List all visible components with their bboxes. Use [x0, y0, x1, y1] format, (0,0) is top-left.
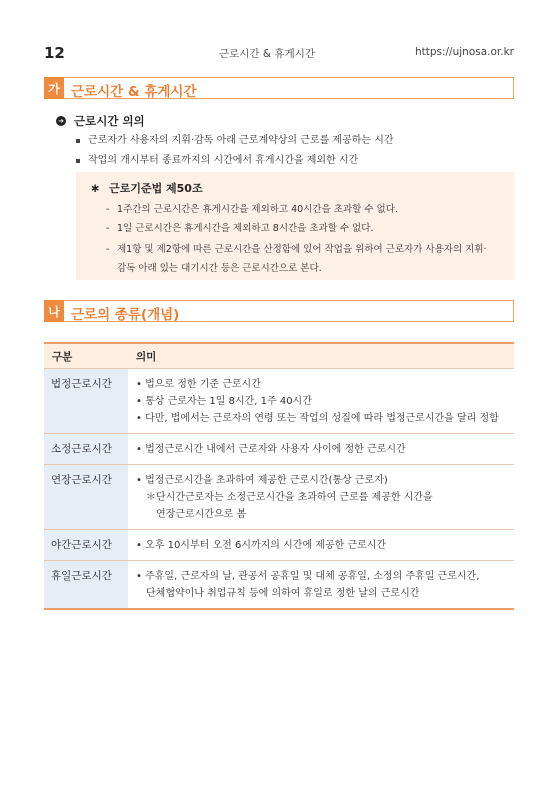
- meaning-cell: • 오후 10시부터 오전 6시까지의 시간에 제공한 근로시간: [128, 530, 514, 561]
- term-cell: 법정근로시간: [44, 369, 128, 434]
- section-heading-a: [44, 77, 514, 99]
- law-item: - 1주간의 근로시간은 휴게시간을 제외하고 40시간을 초과할 수 없다.: [106, 204, 398, 215]
- term-cell: 야간근로시간: [44, 530, 128, 561]
- list-item: 근로자가 사용자의 지휘·감독 아래 근로계약상의 근로를 제공하는 시간: [76, 133, 394, 153]
- term-cell: 소정근로시간: [44, 434, 128, 465]
- definition-heading: [56, 113, 145, 129]
- term-cell: 휴일근로시간: [44, 561, 128, 610]
- law-item-continued: 감독 아래 있는 대기시간 등은 근로시간으로 본다.: [117, 263, 322, 274]
- meaning-cell: • 주휴일, 근로자의 날, 관공서 공휴일 및 대체 공휴일, 소정의 주휴일 근로시간, 단체협약이나 취업규칙 등에 의하여 휴일로 정한 날의 근로시간: [128, 561, 514, 610]
- meaning-cell: • 법정근로시간을 초과하여 제공한 근로시간(통상 근로자) ＊단시간근로자는 소정근로시간을 초과하여 근로를 제공한 시간을 연장근로시간으로 봄: [128, 465, 514, 530]
- term-cell: 연장근로시간: [44, 465, 128, 530]
- column-header-meaning: 의미: [128, 343, 514, 369]
- definition-title: 근로시간 의의: [74, 114, 145, 128]
- table-row: [44, 434, 514, 465]
- table-row: [44, 530, 514, 561]
- section-title: 근로의 종류(개념): [71, 307, 180, 323]
- column-header-term: 구분: [44, 343, 128, 369]
- table-row: [44, 465, 514, 530]
- definition-bullets: [76, 133, 394, 173]
- law-title: ∗ 근로기준법 제50조: [90, 181, 203, 195]
- list-item: 작업의 개시부터 종료까지의 시간에서 휴게시간을 제외한 시간: [76, 153, 394, 173]
- law-item: - 제1항 및 제2항에 따른 근로시간을 산정함에 있어 작업을 위하여 근로자가 사용자의 지휘·: [106, 244, 487, 255]
- meaning-cell: • 법으로 정한 기준 근로시간 • 통상 근로자는 1일 8시간, 1주 40시간 • 다만, 법에서는 근로자의 연령 또는 작업의 성질에 따라 법정근로시간을 달리 정함: [128, 369, 514, 434]
- page-number: 12: [44, 44, 65, 62]
- square-bullet-icon: [76, 159, 80, 163]
- site-url[interactable]: https://ujnosa.or.kr: [414, 46, 514, 58]
- running-title: 근로시간 & 휴게시간: [219, 48, 316, 60]
- page-header: [44, 42, 514, 64]
- work-types-table: [44, 342, 514, 610]
- section-badge: 나: [44, 300, 64, 322]
- section-title: 근로시간 & 휴게시간: [71, 84, 197, 100]
- table-row: [44, 561, 514, 610]
- table-header-row: [44, 343, 514, 369]
- table-row: [44, 369, 514, 434]
- meaning-cell: • 법정근로시간 내에서 근로자와 사용자 사이에 정한 근로시간: [128, 434, 514, 465]
- section-badge: 가: [44, 77, 64, 99]
- asterisk-icon: ∗: [90, 181, 101, 195]
- circle-arrow-icon: ➜: [56, 116, 66, 126]
- square-bullet-icon: [76, 139, 80, 143]
- law-quote-box: [76, 172, 514, 280]
- law-item: - 1일 근로시간은 휴게시간을 제외하고 8시간을 초과할 수 없다.: [106, 223, 374, 234]
- section-heading-b: [44, 300, 514, 322]
